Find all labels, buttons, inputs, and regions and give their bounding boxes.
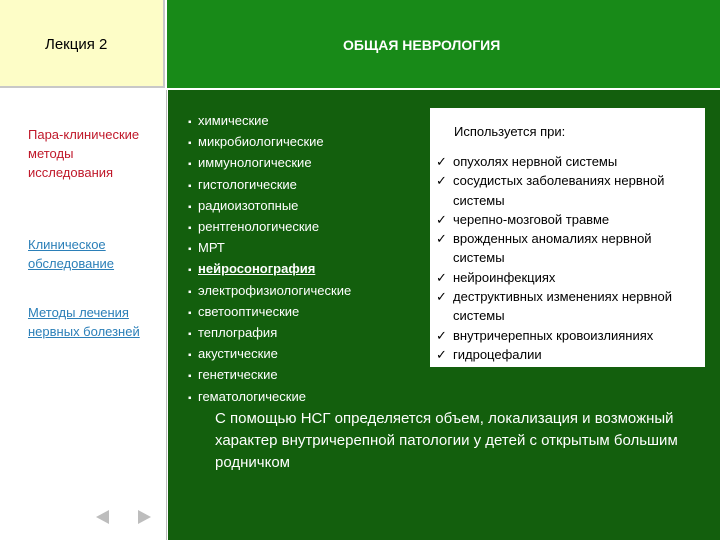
sidebar-item-paraclinical[interactable]: Пара-клинические методы исследования — [28, 127, 140, 180]
list-item: ✓ нейроинфекциях — [436, 268, 702, 287]
list-item-highlighted: ▪ нейросонография — [188, 259, 351, 280]
usage-heading: Используется при: — [454, 124, 566, 139]
list-item: ▪ генетические — [188, 365, 351, 386]
list-item: ▪ гематологические — [188, 387, 351, 408]
summary-text: С помощью НСГ определяется объем, локализация и возможный характер внутричерепной патологии у детей с открытым большим родничком — [215, 410, 678, 471]
lecture-label: Лекция 2 — [45, 36, 108, 53]
list-item: ✓ черепно-мозговой травме — [436, 210, 702, 229]
sidebar-item-treatment[interactable]: Методы лечения нервных болезней — [28, 305, 140, 339]
list-item: ▪ теплография — [188, 323, 351, 344]
list-item: ▪ акустические — [188, 344, 351, 365]
list-item: ✓ сосудистых заболеваниях нервной системы — [436, 171, 702, 210]
list-item: ✓ врожденных аномалиях нервной системы — [436, 229, 702, 268]
next-arrow-icon[interactable] — [138, 510, 151, 524]
sidebar-item-clinical[interactable]: Клиническое обследование — [28, 237, 115, 271]
list-item: ▪ светооптические — [188, 302, 351, 323]
list-item: ▪ гистологические — [188, 175, 351, 196]
list-item: ▪ электрофизиологические — [188, 281, 351, 302]
list-item: ✓ внутричерепных кровоизлияниях — [436, 326, 702, 345]
list-item: ✓ опухолях нервной системы — [436, 152, 702, 171]
prev-arrow-icon[interactable] — [96, 510, 109, 524]
list-item: ▪ рентгенологические — [188, 217, 351, 238]
list-item: ▪ МРТ — [188, 238, 351, 259]
list-item: ✓ гидроцефалии — [436, 345, 702, 364]
page-title: ОБЩАЯ НЕВРОЛОГИЯ — [343, 37, 501, 53]
list-item: ▪ микробиологические — [188, 132, 351, 153]
list-item: ▪ иммунологические — [188, 153, 351, 174]
list-item: ▪ химические — [188, 111, 351, 132]
list-item: ✓ деструктивных изменениях нервной системы — [436, 287, 702, 326]
list-item: ▪ радиоизотопные — [188, 196, 351, 217]
methods-list — [188, 111, 351, 408]
usage-list — [436, 152, 702, 364]
